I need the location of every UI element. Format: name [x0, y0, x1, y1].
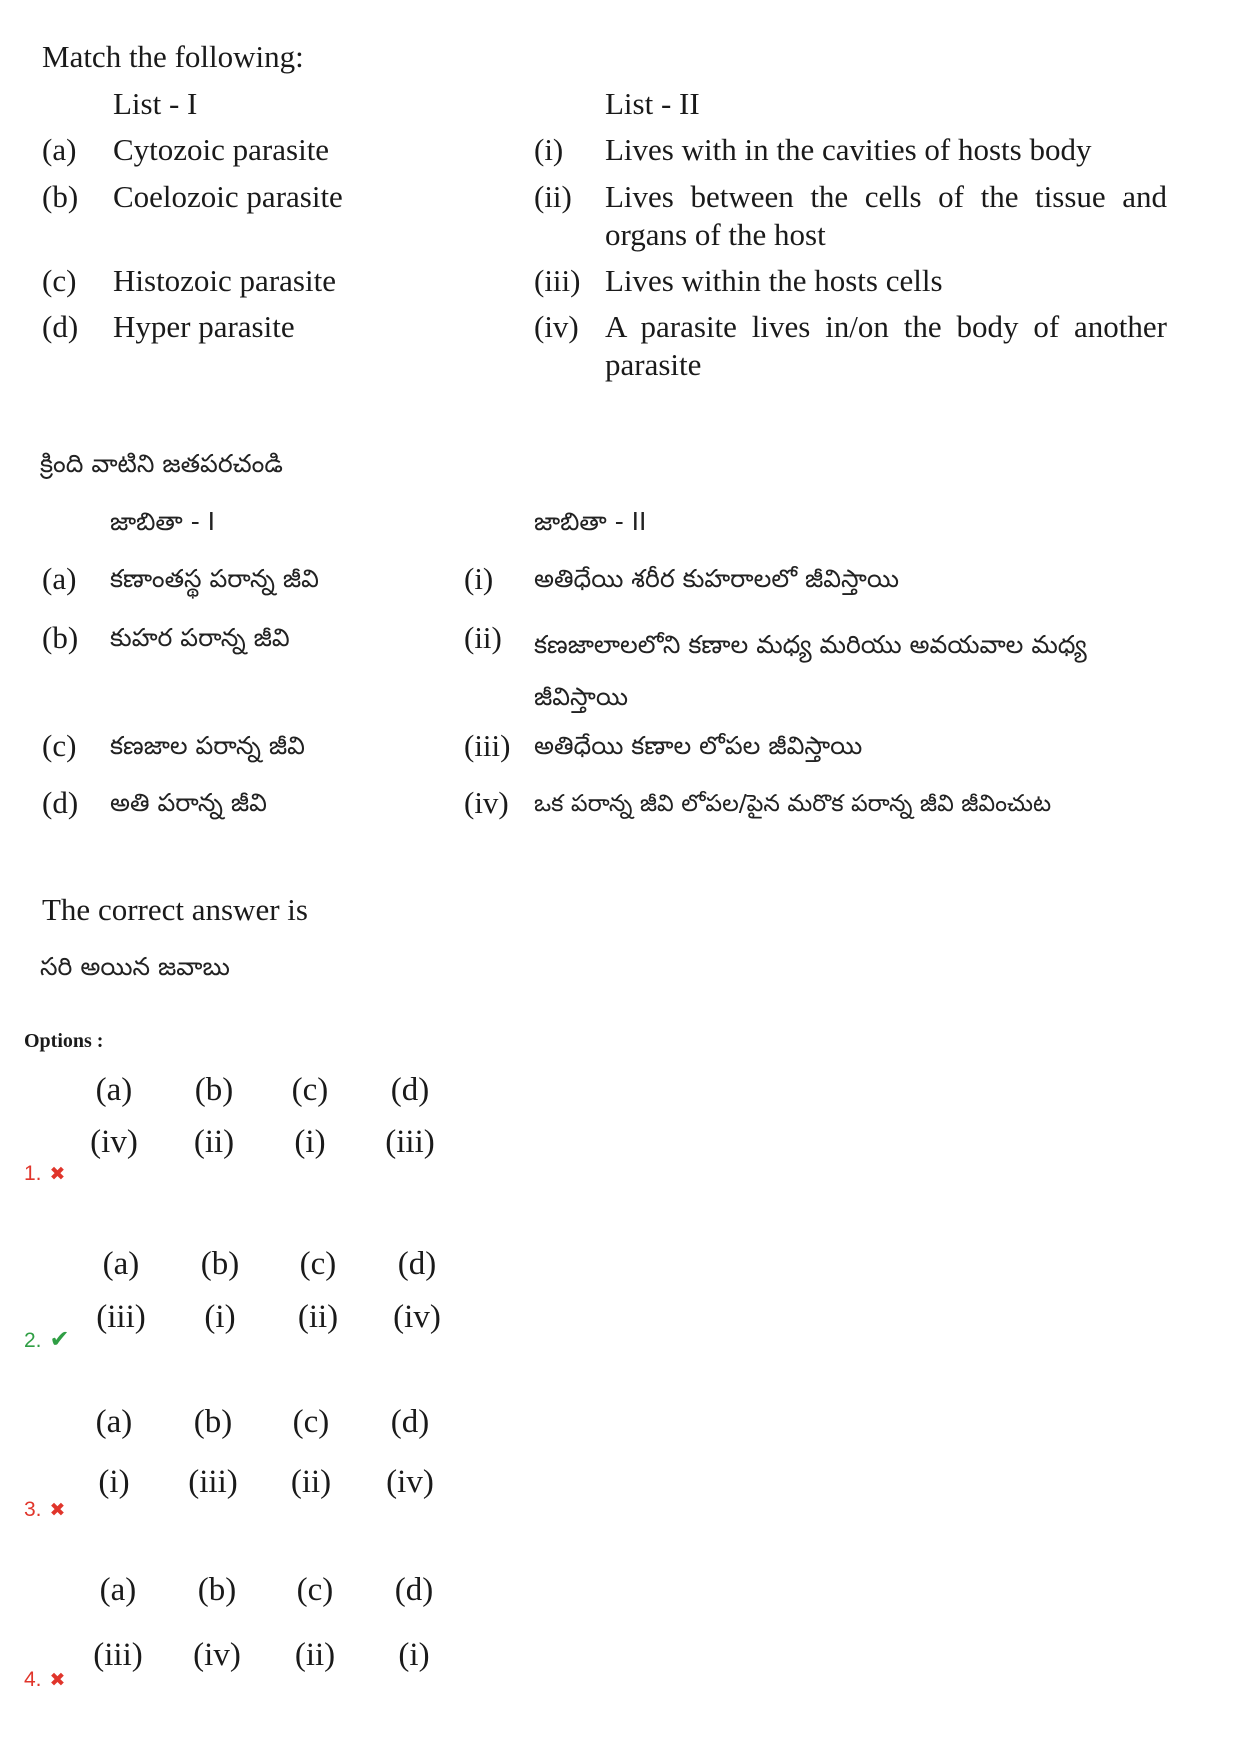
option-4-value-d: (i) [398, 1637, 430, 1673]
option-1-value-a: (iv) [90, 1124, 138, 1160]
option-3-header-c: (c) [292, 1404, 330, 1440]
list2-item-i-te: అతిధేయి శరీర కుహరాలలో జీవిస్తాయి [534, 564, 899, 593]
option-2-value-b: (i) [204, 1299, 236, 1335]
option-3-number: 3. [24, 1498, 42, 1521]
option-1-header-d: (d) [390, 1072, 430, 1108]
option-2-header-c: (c) [299, 1246, 337, 1282]
option-4-number: 4. [24, 1668, 42, 1691]
option-2-header-a: (a) [102, 1246, 140, 1282]
list1-item-c-te: కణజాల పరాన్న జీవి [110, 731, 305, 760]
option-3-value-b: (iii) [188, 1464, 238, 1500]
correct-check-icon: ✔ [49, 1326, 70, 1353]
option-4-header-d: (d) [394, 1572, 434, 1608]
list2-key-ii: (ii) [534, 179, 572, 214]
option-1-label [24, 1162, 65, 1187]
wrong-mark-icon: ✖ [49, 1164, 66, 1185]
option-2-value-c: (ii) [297, 1299, 339, 1335]
option-2-header-d: (d) [397, 1246, 437, 1282]
question-title: Match the following: [42, 39, 304, 74]
option-1-header-b: (b) [194, 1072, 234, 1108]
option-1-header-c: (c) [291, 1072, 329, 1108]
option-2-value-d: (iv) [393, 1299, 441, 1335]
option-3-value-d: (iv) [386, 1464, 434, 1500]
option-3-header-d: (d) [390, 1404, 430, 1440]
option-3-header-a: (a) [95, 1404, 133, 1440]
list2-header: List - II [605, 86, 700, 121]
option-4-value-c: (ii) [294, 1637, 336, 1673]
list1-key-b: (b) [42, 179, 79, 214]
list1-key-c-te: (c) [42, 728, 77, 763]
list1-item-d-te: అతి పరాన్న జీవి [110, 788, 267, 817]
answer-prompt-te: సరి అయిన జవాబు [40, 952, 230, 981]
option-1-value-b: (ii) [193, 1124, 235, 1160]
list1-item-a-te: కణాంతస్థ పరాన్న జీవి [110, 564, 319, 593]
list2-key-iii: (iii) [534, 263, 581, 298]
list2-key-iv: (iv) [534, 309, 579, 344]
option-2-label [24, 1328, 70, 1353]
list1-key-c: (c) [42, 263, 77, 298]
list2-item-iii: Lives within the hosts cells [605, 263, 943, 298]
list2-item-iv-te: ఒక పరాన్న జీవి లోపల/పైన మరొక పరాన్న జీవి జీవించుట [534, 789, 1052, 817]
option-1-header-a: (a) [95, 1072, 133, 1108]
list2-key-iii-te: (iii) [464, 728, 511, 763]
list1-key-d: (d) [42, 309, 79, 344]
list1-header: List - I [113, 86, 198, 121]
option-1-number: 1. [24, 1162, 42, 1185]
list2-key-iv-te: (iv) [464, 785, 509, 820]
list2-key-i-te: (i) [464, 561, 494, 596]
list1-key-a: (a) [42, 132, 77, 167]
list2-item-iii-te: అతిధేయి కణాల లోపల జీవిస్తాయి [534, 731, 863, 760]
list2-item-iv: A parasite lives in/on the body of another parasite [605, 309, 1167, 382]
option-1-value-d: (iii) [385, 1124, 435, 1160]
options-title: Options : [24, 1030, 104, 1052]
list1-item-c: Histozoic parasite [113, 263, 336, 298]
list1-key-d-te: (d) [42, 785, 79, 820]
list2-header-te: జాబితా - II [534, 507, 647, 536]
option-4-header-c: (c) [296, 1572, 334, 1608]
list1-item-a: Cytozoic parasite [113, 132, 330, 167]
option-3-header-b: (b) [193, 1404, 233, 1440]
list1-header-te: జాబితా - I [110, 507, 216, 536]
list1-item-d: Hyper parasite [113, 309, 295, 344]
wrong-mark-icon: ✖ [49, 1500, 66, 1521]
list2-key-ii-te: (ii) [464, 620, 502, 655]
list1-item-b: Coelozoic parasite [113, 179, 343, 214]
list2-item-ii-te: కణజాలాలలోని కణాల మధ్య మరియు అవయవాల మధ్య జీవిస్తాయి [534, 630, 1087, 711]
list2-key-i: (i) [534, 132, 564, 167]
option-2-header-b: (b) [200, 1246, 240, 1282]
option-2-value-a: (iii) [96, 1299, 146, 1335]
list1-key-b-te: (b) [42, 620, 79, 655]
list2-item-ii: Lives between the cells of the tissue and organs of the host [605, 179, 1167, 252]
wrong-mark-icon: ✖ [49, 1670, 66, 1691]
option-4-header-b: (b) [197, 1572, 237, 1608]
option-3-label [24, 1498, 65, 1523]
list1-item-b-te: కుహర పరాన్న జీవి [110, 623, 290, 652]
option-3-value-a: (i) [98, 1464, 130, 1500]
option-4-header-a: (a) [99, 1572, 137, 1608]
option-4-label [24, 1668, 65, 1693]
option-2-number: 2. [24, 1329, 42, 1352]
question-title-te: క్రింది వాటిని జతపరచండి [40, 449, 283, 478]
list2-item-i: Lives with in the cavities of hosts body [605, 132, 1092, 167]
option-4-value-b: (iv) [193, 1637, 241, 1673]
list1-key-a-te: (a) [42, 561, 77, 596]
option-4-value-a: (iii) [93, 1637, 143, 1673]
answer-prompt: The correct answer is [42, 892, 308, 927]
option-1-value-c: (i) [294, 1124, 326, 1160]
option-3-value-c: (ii) [290, 1464, 332, 1500]
